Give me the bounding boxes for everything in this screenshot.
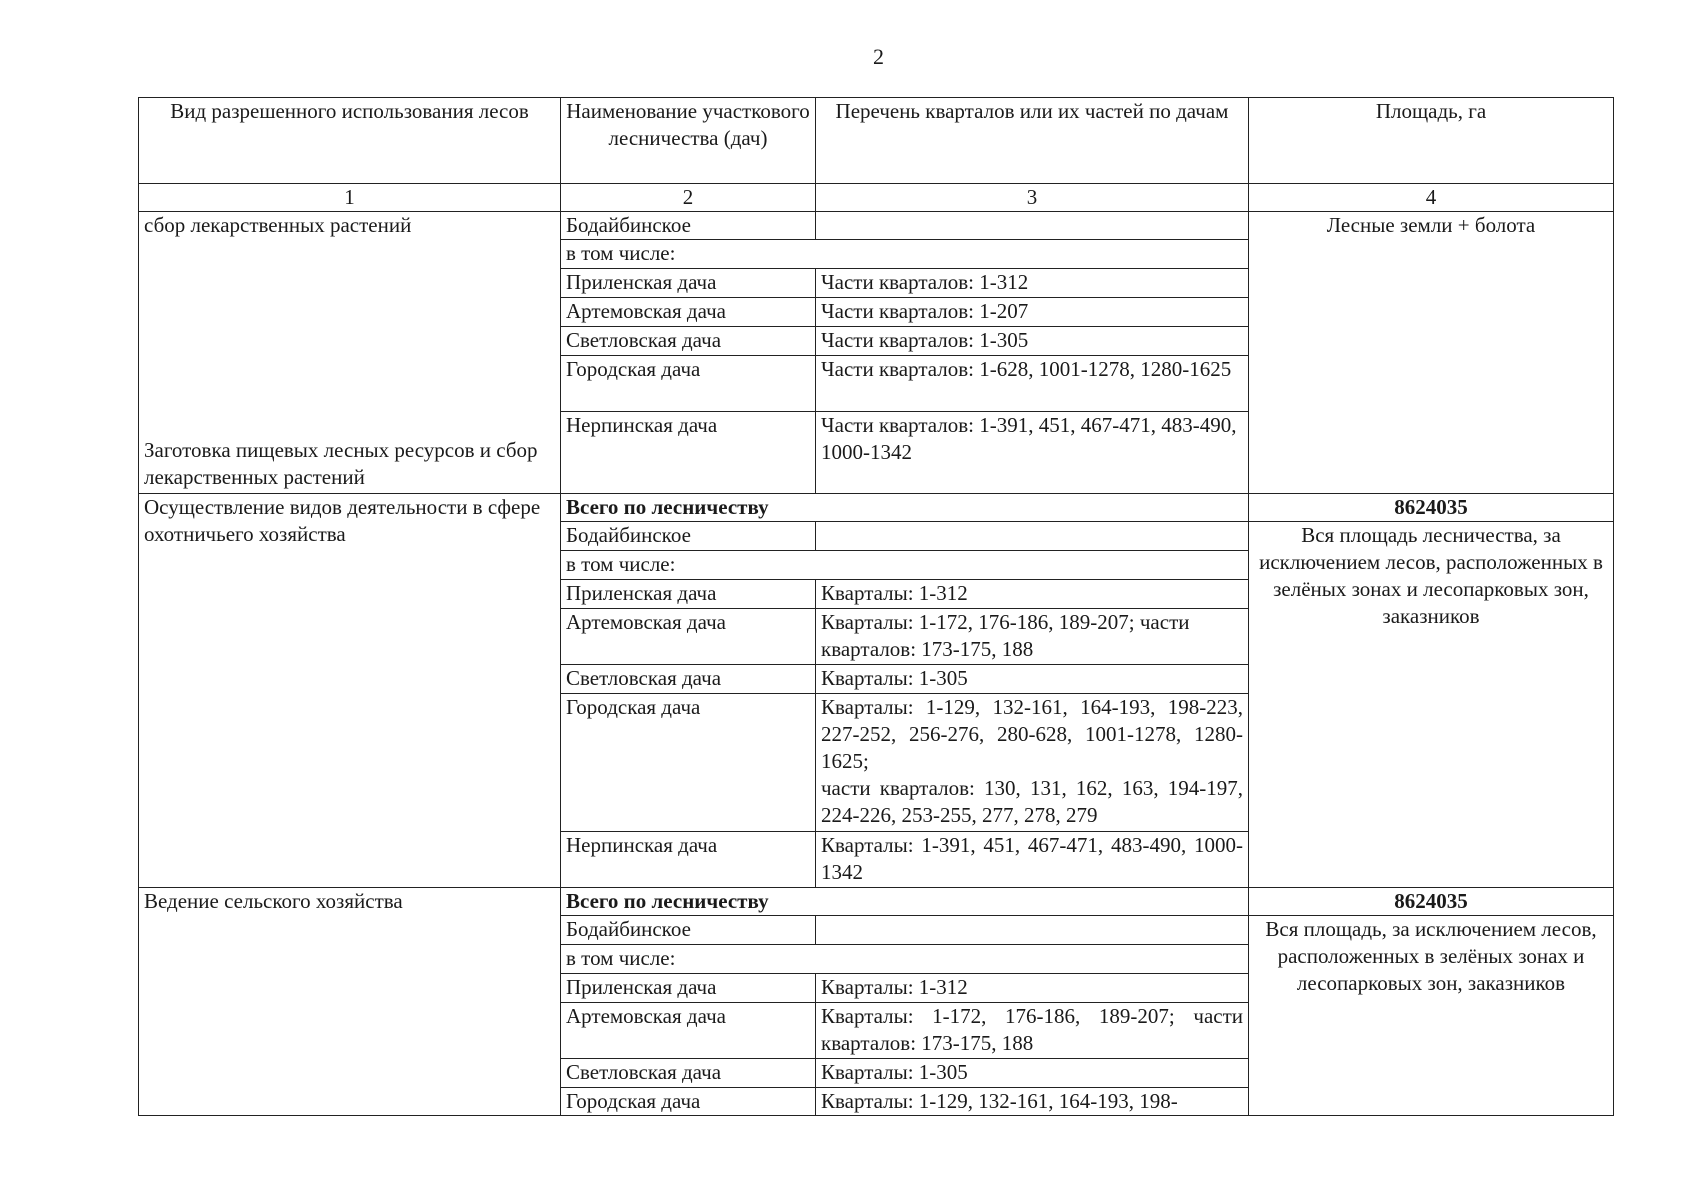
dacha-name: Светловская дача xyxy=(561,1059,816,1088)
forestry-name: Бодайбинское xyxy=(561,522,816,551)
column-number: 1 xyxy=(139,184,561,212)
quarters-parts: части кварталов: 130, 131, 162, 163, 194-197, 224-226, 253-255, 277, 278, 279 xyxy=(821,776,1243,827)
use-kind: сбор лекарственных растений xyxy=(144,213,412,237)
column-number: 4 xyxy=(1249,184,1614,212)
quarters-list xyxy=(816,694,1249,832)
area-value: Вся площадь лесничества, за исключением лесов, расположенных в зелёных зонах и лесопарковых зон, заказников xyxy=(1249,522,1614,888)
forestry-name: Бодайбинское xyxy=(561,212,816,240)
subtotal-label: в том числе: xyxy=(561,240,1249,269)
header-kind: Вид разрешенного использования лесов xyxy=(139,98,561,184)
quarters-list xyxy=(816,212,1249,240)
quarters-list: Кварталы: 1-305 xyxy=(816,1059,1249,1088)
table-row xyxy=(139,494,1614,522)
use-kind-cell xyxy=(139,212,561,494)
dacha-name: Артемовская дача xyxy=(561,1003,816,1059)
dacha-name: Городская дача xyxy=(561,356,816,412)
subtotal-label: в том числе: xyxy=(561,551,1249,580)
dacha-name: Приленская дача xyxy=(561,974,816,1003)
quarters-list xyxy=(816,916,1249,945)
quarters-list: Части кварталов: 1-312 xyxy=(816,269,1249,298)
dacha-name: Светловская дача xyxy=(561,327,816,356)
dacha-name: Городская дача xyxy=(561,1088,816,1116)
dacha-name: Нерпинская дача xyxy=(561,832,816,888)
use-kind: Осуществление видов деятельности в сфере охотничьего хозяйства xyxy=(139,494,561,888)
quarters-list: Части кварталов: 1-305 xyxy=(816,327,1249,356)
quarters-list: Кварталы: 1-172, 176-186, 189-207; части кварталов: 173-175, 188 xyxy=(816,1003,1249,1059)
header-area: Площадь, га xyxy=(1249,98,1614,184)
table-row xyxy=(139,212,1614,240)
forestry-name: Бодайбинское xyxy=(561,916,816,945)
subtotal-label: в том числе: xyxy=(561,945,1249,974)
dacha-name: Светловская дача xyxy=(561,665,816,694)
table-row xyxy=(139,888,1614,916)
quarters-list: Кварталы: 1-172, 176-186, 189-207; части кварталов: 173-175, 188 xyxy=(816,609,1249,665)
quarters-list: Кварталы: 1-305 xyxy=(816,665,1249,694)
total-label: Всего по лесничеству xyxy=(561,888,1249,916)
dacha-name: Приленская дача xyxy=(561,269,816,298)
quarters-main: Кварталы: 1-129, 132-161, 164-193, 198-223, 227-252, 256-276, 280-628, 1001-1278, 1280-1625; xyxy=(821,695,1243,773)
quarters-list: Кварталы: 1-312 xyxy=(816,974,1249,1003)
page-number: 2 xyxy=(873,44,884,69)
column-number: 2 xyxy=(561,184,816,212)
quarters-list xyxy=(816,522,1249,551)
quarters-list: Кварталы: 1-391, 451, 467-471, 483-490, 1000-1342 xyxy=(816,832,1249,888)
quarters-list: Кварталы: 1-312 xyxy=(816,580,1249,609)
header-quarters: Перечень кварталов или их частей по дачам xyxy=(816,98,1249,184)
area-value: Лесные земли + болота xyxy=(1249,212,1614,494)
dacha-name: Артемовская дача xyxy=(561,609,816,665)
quarters-list: Части кварталов: 1-391, 451, 467-471, 483-490, 1000-1342 xyxy=(816,412,1249,494)
use-kind: Заготовка пищевых лесных ресурсов и сбор лекарственных растений xyxy=(144,438,538,489)
dacha-name: Артемовская дача xyxy=(561,298,816,327)
total-area: 8624035 xyxy=(1249,888,1614,916)
header-forestry: Наименование участкового лесничества (дач) xyxy=(561,98,816,184)
column-number: 3 xyxy=(816,184,1249,212)
quarters-list: Части кварталов: 1-207 xyxy=(816,298,1249,327)
column-number-row xyxy=(139,184,1614,212)
dacha-name: Городская дача xyxy=(561,694,816,832)
header-row xyxy=(139,98,1614,184)
forest-use-table xyxy=(138,97,1614,1116)
total-label: Всего по лесничеству xyxy=(561,494,1249,522)
total-area: 8624035 xyxy=(1249,494,1614,522)
area-value: Вся площадь, за исключением лесов, расположенных в зелёных зонах и лесопарковых зон, заказников xyxy=(1249,916,1614,1116)
quarters-list: Кварталы: 1-129, 132-161, 164-193, 198- xyxy=(816,1088,1249,1116)
dacha-name: Приленская дача xyxy=(561,580,816,609)
quarters-list: Части кварталов: 1-628, 1001-1278, 1280-1625 xyxy=(816,356,1249,412)
dacha-name: Нерпинская дача xyxy=(561,412,816,494)
use-kind: Ведение сельского хозяйства xyxy=(139,888,561,1116)
